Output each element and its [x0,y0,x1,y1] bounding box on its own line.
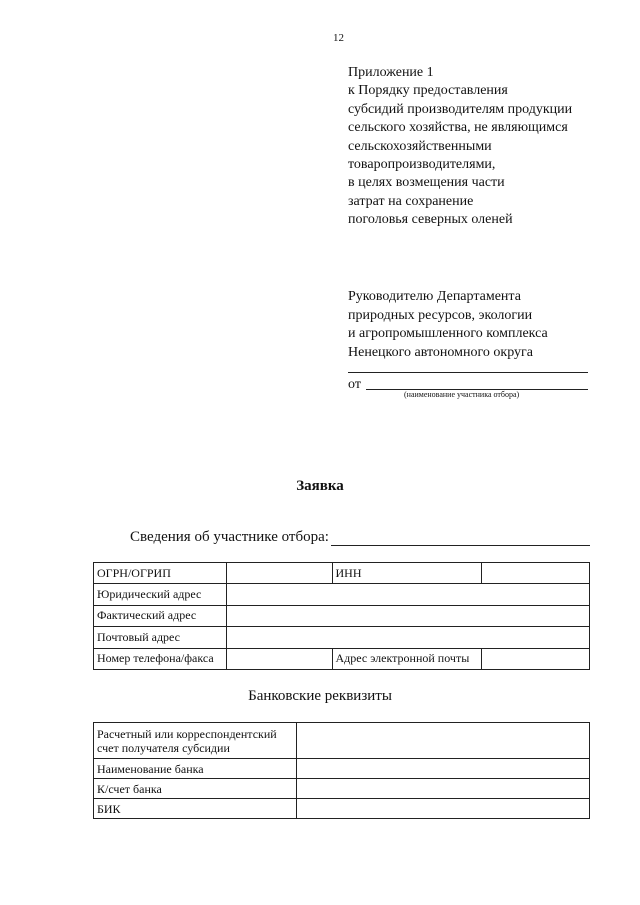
bik-value-cell[interactable] [296,799,589,819]
actual-address-value-cell[interactable] [226,605,589,626]
appendix-line: к Порядку предоставления [348,83,508,99]
addressee-line: природных ресурсов, экологии [348,307,533,323]
account-label: Расчетный или корреспондентский счет получателя субсидии [94,723,297,759]
postal-address-label: Почтовый адрес [94,627,227,648]
addressee-line: Руководителю Департамента [348,289,521,304]
email-label: Адрес электронной почты [332,648,482,669]
bank-table [93,722,590,819]
table-row [94,605,590,626]
table-row [94,799,590,819]
corr-account-value-cell[interactable] [296,779,589,799]
addressee-line: и агропромышленного комплекса [348,326,548,342]
bank-details-title: Банковские реквизиты [248,688,392,704]
phone-fax-label: Номер телефона/факса [94,648,227,669]
appendix-line: поголовья северных оленей [348,212,513,228]
corr-account-label: К/счет банка [94,779,297,799]
inn-value-cell[interactable] [482,563,590,584]
appendix-line: Приложение 1 [348,65,434,80]
bik-label: БИК [94,799,297,819]
appendix-line: сельского хозяйства, не являющимся [348,120,568,136]
addressee-block [348,288,608,362]
appendix-line: товаропроизводителями, [348,157,496,173]
table-row [94,779,590,799]
from-label: от [348,377,361,392]
document-title: Заявка [296,478,344,494]
addressee-line: Ненецкого автономного округа [348,344,533,360]
appendix-line: субсидий производителям продукции [348,101,573,117]
participant-table [93,562,590,670]
table-row [94,584,590,605]
appendix-line: в целях возмещения части [348,175,505,191]
phone-fax-value-cell[interactable] [226,648,332,669]
table-row [94,648,590,669]
bank-name-label: Наименование банка [94,759,297,779]
table-row [94,723,590,759]
appendix-header [348,64,618,230]
actual-address-label: Фактический адрес [94,605,227,626]
table-row [94,627,590,648]
table-row [94,563,590,584]
email-value-cell[interactable] [482,648,590,669]
ogrn-label: ОГРН/ОГРИП [94,563,227,584]
legal-address-label: Юридический адрес [94,584,227,605]
account-value-cell[interactable] [296,723,589,759]
addressee-blank-line[interactable] [348,372,588,373]
participant-info-line[interactable] [331,545,590,546]
participant-name-caption: (наименование участника отбора) [404,390,520,399]
bank-name-value-cell[interactable] [296,759,589,779]
inn-label: ИНН [332,563,482,584]
appendix-line: затрат на сохранение [348,193,474,209]
postal-address-value-cell[interactable] [226,627,589,648]
appendix-line: сельскохозяйственными [348,138,492,154]
table-row [94,759,590,779]
ogrn-value-cell[interactable] [226,563,332,584]
participant-info-label: Сведения об участнике отбора: [130,529,329,545]
legal-address-value-cell[interactable] [226,584,589,605]
page-number: 12 [333,32,344,44]
